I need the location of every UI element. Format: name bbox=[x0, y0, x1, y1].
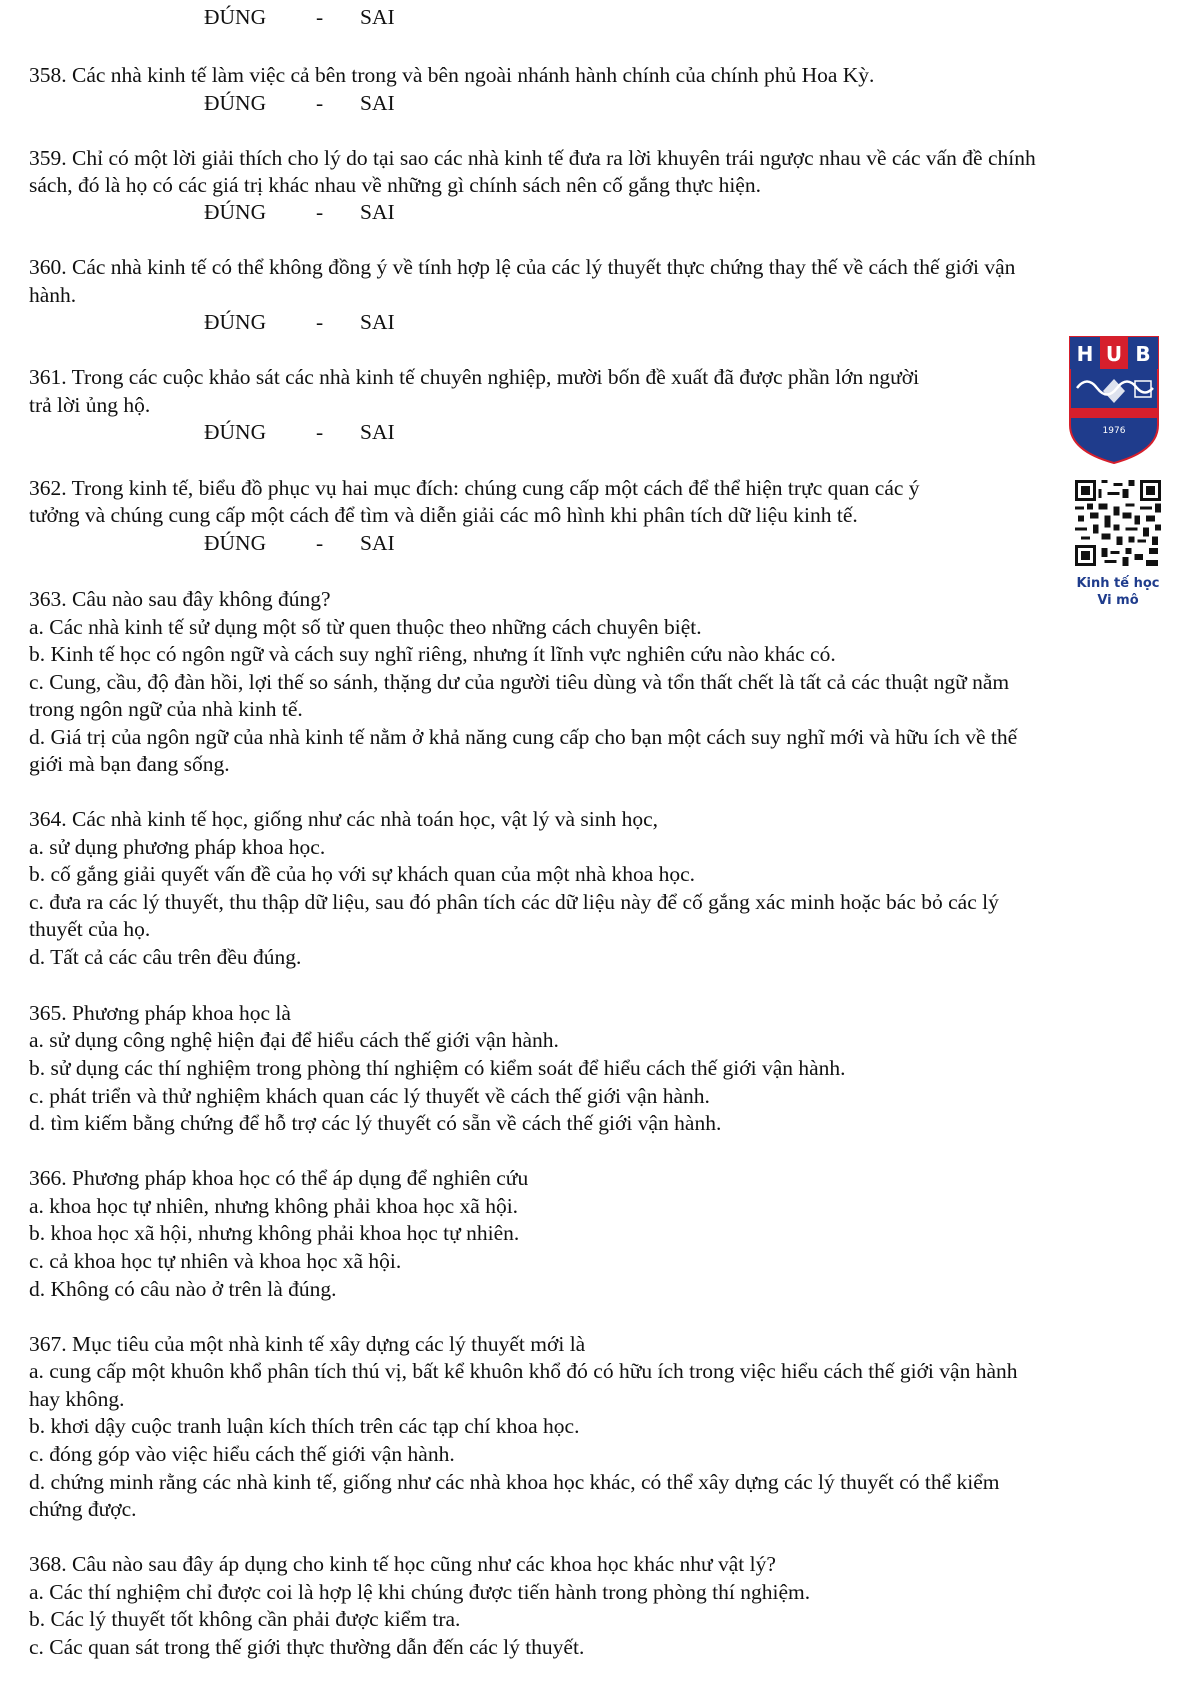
qr-code-icon bbox=[1073, 480, 1163, 566]
answer-false: SAI bbox=[360, 5, 395, 29]
answer-false: SAI bbox=[360, 91, 395, 115]
option-366-a: a. khoa học tự nhiên, nhưng không phải khoa học xã hội. bbox=[29, 1194, 519, 1218]
logo-letter-u: U bbox=[1105, 342, 1123, 366]
answer-false: SAI bbox=[360, 200, 395, 224]
true-false-row bbox=[204, 90, 395, 118]
question-367: 367. Mục tiêu của một nhà kinh tế xây dựng các lý thuyết mới là bbox=[29, 1332, 586, 1356]
option-366-b: b. khoa học xã hội, nhưng không phải khoa học tự nhiên. bbox=[29, 1221, 520, 1245]
option-366-c: c. cả khoa học tự nhiên và khoa học xã hội. bbox=[29, 1249, 402, 1273]
answer-true: ĐÚNG bbox=[204, 420, 267, 444]
option-365-d: d. tìm kiếm bằng chứng để hỗ trợ các lý thuyết có sẵn về cách thế giới vận hành. bbox=[29, 1111, 722, 1135]
answer-dash: - bbox=[316, 5, 324, 29]
option-368-c: c. Các quan sát trong thế giới thực thường dẫn đến các lý thuyết. bbox=[29, 1635, 585, 1659]
option-364-a: a. sử dụng phương pháp khoa học. bbox=[29, 835, 326, 859]
option-363-d: d. Giá trị của ngôn ngữ của nhà kinh tế nằm ở khả năng cung cấp cho bạn một cách suy nghĩ mới và hữu ích về thế bbox=[29, 725, 1018, 749]
option-368-a: a. Các thí nghiệm chỉ được coi là hợp lệ khi chúng được tiến hành trong phòng thí nghiệm. bbox=[29, 1580, 811, 1604]
true-false-row bbox=[204, 199, 395, 227]
option-364-c-cont: thuyết của họ. bbox=[29, 917, 151, 941]
answer-false: SAI bbox=[360, 310, 395, 334]
question-358: 358. Các nhà kinh tế làm việc cả bên trong và bên ngoài nhánh hành chính của chính phủ Hoa Kỳ. bbox=[29, 63, 875, 87]
answer-true: ĐÚNG bbox=[204, 200, 267, 224]
option-365-a: a. sử dụng công nghệ hiện đại để hiểu cách thế giới vận hành. bbox=[29, 1028, 559, 1052]
question-365: 365. Phương pháp khoa học là bbox=[29, 1001, 291, 1025]
question-360: 360. Các nhà kinh tế có thể không đồng ý về tính hợp lệ của các lý thuyết thực chứng thay thế về cách thế giới vận bbox=[29, 255, 1016, 279]
brand-subtitle: Vi mô bbox=[1097, 593, 1139, 608]
question-368: 368. Câu nào sau đây áp dụng cho kinh tế học cũng như các khoa học khác như vật lý? bbox=[29, 1552, 776, 1576]
logo-letter-h: H bbox=[1076, 342, 1094, 366]
option-363-b: b. Kinh tế học có ngôn ngữ và cách suy nghĩ riêng, nhưng ít lĩnh vực nghiên cứu nào khác có. bbox=[29, 642, 836, 666]
answer-true: ĐÚNG bbox=[204, 531, 267, 555]
answer-true: ĐÚNG bbox=[204, 310, 267, 334]
option-363-a: a. Các nhà kinh tế sử dụng một số từ quen thuộc theo những cách chuyên biệt. bbox=[29, 615, 702, 639]
question-363: 363. Câu nào sau đây không đúng? bbox=[29, 587, 331, 611]
question-366: 366. Phương pháp khoa học có thể áp dụng để nghiên cứu bbox=[29, 1166, 529, 1190]
true-false-row bbox=[204, 4, 395, 32]
option-367-a-cont: hay không. bbox=[29, 1387, 125, 1411]
question-360-cont: hành. bbox=[29, 283, 77, 307]
option-364-c: c. đưa ra các lý thuyết, thu thập dữ liệu, sau đó phân tích các dữ liệu này để cố gắng xác minh hoặc bác bỏ các lý bbox=[29, 890, 999, 914]
answer-dash: - bbox=[316, 531, 324, 555]
option-363-c: c. Cung, cầu, độ đàn hồi, lợi thế so sánh, thặng dư của người tiêu dùng và tổn thất chết là tất cả các thuật ngữ nằm bbox=[29, 670, 1010, 694]
option-363-d-cont: giới mà bạn đang sống. bbox=[29, 752, 230, 776]
option-365-b: b. sử dụng các thí nghiệm trong phòng thí nghiệm có kiểm soát để hiểu cách thế giới vận hành. bbox=[29, 1056, 846, 1080]
hub-logo-icon bbox=[1067, 333, 1161, 465]
brand-title: Kinh tế học bbox=[1076, 576, 1160, 591]
question-359-cont: sách, đó là họ có các giá trị khác nhau về những gì chính sách nên cố gắng thực hiện. bbox=[29, 173, 761, 197]
question-364: 364. Các nhà kinh tế học, giống như các nhà toán học, vật lý và sinh học, bbox=[29, 807, 659, 831]
true-false-row bbox=[204, 419, 395, 447]
option-367-b: b. khơi dậy cuộc tranh luận kích thích trên các tạp chí khoa học. bbox=[29, 1414, 580, 1438]
question-361: 361. Trong các cuộc khảo sát các nhà kinh tế chuyên nghiệp, mười bốn đề xuất đã được phần lớn người bbox=[29, 365, 920, 389]
logo-year: 1976 bbox=[1102, 426, 1126, 436]
answer-dash: - bbox=[316, 420, 324, 444]
option-364-d: d. Tất cả các câu trên đều đúng. bbox=[29, 945, 302, 969]
answer-false: SAI bbox=[360, 531, 395, 555]
answer-true: ĐÚNG bbox=[204, 91, 267, 115]
option-367-c: c. đóng góp vào việc hiểu cách thế giới vận hành. bbox=[29, 1442, 455, 1466]
option-366-d: d. Không có câu nào ở trên là đúng. bbox=[29, 1277, 337, 1301]
option-365-c: c. phát triển và thử nghiệm khách quan các lý thuyết về cách thế giới vận hành. bbox=[29, 1084, 710, 1108]
logo-letter-b: B bbox=[1135, 342, 1151, 366]
answer-dash: - bbox=[316, 310, 324, 334]
question-361-cont: trả lời ủng hộ. bbox=[29, 393, 151, 417]
true-false-row bbox=[204, 530, 395, 558]
option-367-d: d. chứng minh rằng các nhà kinh tế, giống như các nhà khoa học khác, có thể xây dựng các lý thuyết có thể kiểm bbox=[29, 1470, 1000, 1494]
question-362: 362. Trong kinh tế, biểu đồ phục vụ hai mục đích: chúng cung cấp một cách để thể hiện trực quan các ý bbox=[29, 476, 920, 500]
question-359: 359. Chỉ có một lời giải thích cho lý do tại sao các nhà kinh tế đưa ra lời khuyên trái ngược nhau về các vấn đề chính bbox=[29, 146, 1036, 170]
option-368-b: b. Các lý thuyết tốt không cần phải được kiểm tra. bbox=[29, 1607, 461, 1631]
question-362-cont: tưởng và chúng cung cấp một cách để tìm và diễn giải các mô hình khi phân tích dữ liệu kinh tế. bbox=[29, 503, 858, 527]
option-367-a: a. cung cấp một khuôn khổ phân tích thú vị, bất kể khuôn khổ đó có hữu ích trong việc hiểu cách thế giới vận hành bbox=[29, 1359, 1018, 1383]
true-false-row bbox=[204, 309, 395, 337]
answer-dash: - bbox=[316, 200, 324, 224]
option-363-c-cont: trong ngôn ngữ của nhà kinh tế. bbox=[29, 697, 303, 721]
answer-true: ĐÚNG bbox=[204, 5, 267, 29]
option-367-d-cont: chứng được. bbox=[29, 1497, 137, 1521]
answer-dash: - bbox=[316, 91, 324, 115]
answer-false: SAI bbox=[360, 420, 395, 444]
option-364-b: b. cố gắng giải quyết vấn đề của họ với sự khách quan của một nhà khoa học. bbox=[29, 862, 696, 886]
